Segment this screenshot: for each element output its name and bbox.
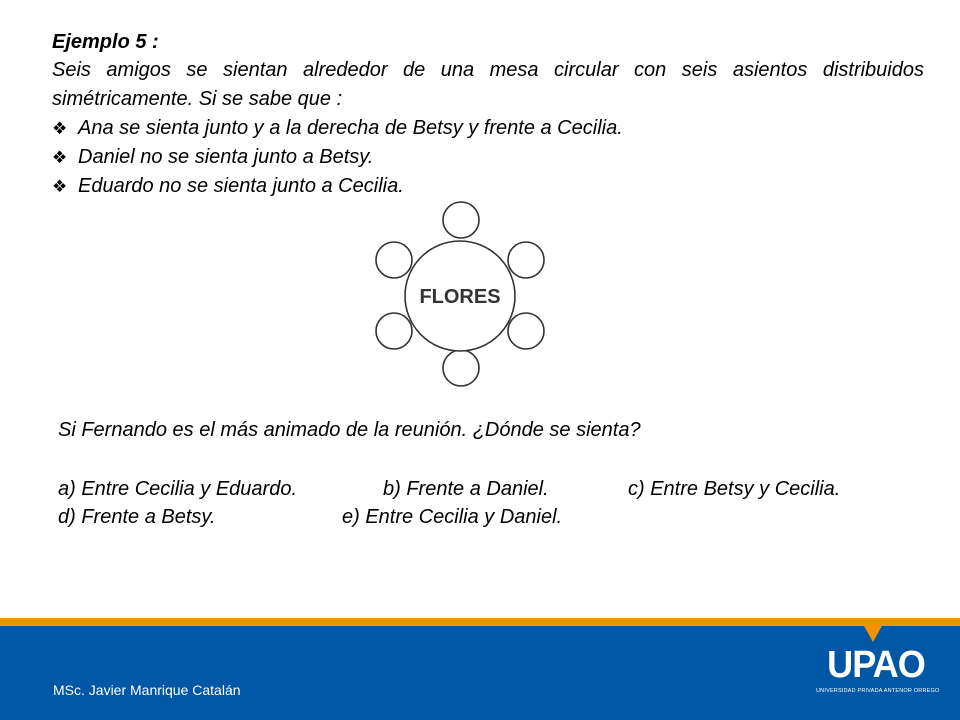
seat-upper-right bbox=[508, 242, 544, 278]
seat-bottom bbox=[443, 350, 479, 386]
diamond-bullet-icon: ❖ bbox=[52, 119, 68, 138]
condition-text: Daniel no se sienta junto a Betsy. bbox=[78, 146, 374, 168]
seat-lower-left bbox=[376, 313, 412, 349]
options-row-2 bbox=[58, 503, 938, 531]
option-a: a) Entre Cecilia y Eduardo. bbox=[58, 478, 298, 500]
author-name: MSc. Javier Manrique Catalán bbox=[53, 682, 241, 698]
answer-options bbox=[58, 475, 938, 531]
logo-wordmark: UPAO bbox=[827, 644, 925, 686]
logo-subtitle: UNIVERSIDAD PRIVADA ANTENOR ORREGO bbox=[816, 688, 940, 694]
footer-accent-line bbox=[0, 618, 960, 626]
condition-item bbox=[52, 172, 924, 201]
slide-content bbox=[52, 28, 924, 201]
option-e: e) Entre Cecilia y Daniel. bbox=[342, 506, 563, 528]
question-text: Si Fernando es el más animado de la reunión. ¿Dónde se sienta? bbox=[58, 419, 641, 441]
condition-item bbox=[52, 143, 924, 172]
option-c: c) Entre Betsy y Cecilia. bbox=[628, 478, 841, 500]
seat-lower-right bbox=[508, 313, 544, 349]
seat-top bbox=[443, 202, 479, 238]
diamond-bullet-icon: ❖ bbox=[52, 148, 68, 167]
question-block bbox=[58, 416, 918, 445]
table-label: FLORES bbox=[419, 286, 501, 308]
condition-text: Ana se sienta junto y a la derecha de Betsy y frente a Cecilia. bbox=[78, 117, 623, 139]
conditions-list bbox=[52, 114, 924, 201]
option-b: b) Frente a Daniel. bbox=[383, 478, 549, 500]
example-heading: Ejemplo 5 : bbox=[52, 31, 159, 53]
seat-upper-left bbox=[376, 242, 412, 278]
option-d: d) Frente a Betsy. bbox=[58, 506, 216, 528]
diamond-bullet-icon: ❖ bbox=[52, 177, 68, 196]
round-table-diagram bbox=[370, 198, 552, 388]
slide-footer bbox=[0, 618, 960, 720]
condition-item bbox=[52, 114, 924, 143]
upao-logo bbox=[816, 644, 940, 694]
problem-intro: Seis amigos se sientan alrededor de una mesa circular con seis asientos distribuidos simétricamente. Si se sabe que : bbox=[52, 59, 924, 110]
footer-notch-icon bbox=[864, 626, 882, 642]
options-row-1 bbox=[58, 475, 938, 503]
condition-text: Eduardo no se sienta junto a Cecilia. bbox=[78, 175, 404, 197]
